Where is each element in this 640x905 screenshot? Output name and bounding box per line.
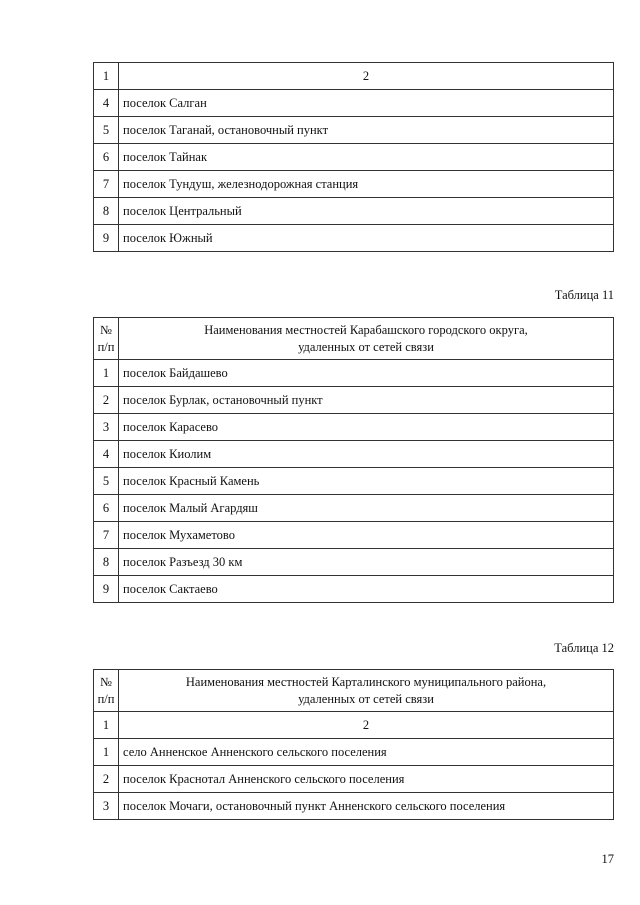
locality-name: поселок Мочаги, остановочный пункт Анненского сельского поселения [119,793,614,820]
row-number: 9 [94,225,119,252]
locality-name: поселок Таганай, остановочный пункт [119,117,614,144]
locality-name: поселок Разъезд 30 км [119,549,614,576]
table-row [94,495,614,522]
table-row [94,468,614,495]
header-number-cell [94,670,119,712]
locality-name: поселок Тайнак [119,144,614,171]
table-row [94,522,614,549]
row-number: 8 [94,198,119,225]
locality-name: поселок Карасево [119,414,614,441]
locality-name: поселок Центральный [119,198,614,225]
locality-name: поселок Бурлак, остановочный пункт [119,387,614,414]
row-number: 3 [94,414,119,441]
table-row [94,117,614,144]
column-number-cell: 1 [94,712,119,739]
header-name-line2: удаленных от сетей связи [298,339,434,354]
row-number: 1 [94,360,119,387]
table-column-number-row [94,63,614,90]
column-number-cell: 2 [119,63,614,90]
table-row [94,387,614,414]
row-number: 4 [94,441,119,468]
table-row [94,171,614,198]
header-name-line2: удаленных от сетей связи [298,691,434,706]
row-number: 7 [94,171,119,198]
row-number: 6 [94,495,119,522]
table-row [94,144,614,171]
header-number-abbr: п/п [97,691,115,706]
table-row [94,90,614,117]
table-12 [93,669,614,820]
table-row [94,766,614,793]
row-number: 5 [94,468,119,495]
row-number: 6 [94,144,119,171]
table-row [94,576,614,603]
row-number: 8 [94,549,119,576]
column-number-cell: 1 [94,63,119,90]
table-row [94,793,614,820]
table-header-row [94,670,614,712]
table-row [94,198,614,225]
table-row [94,441,614,468]
row-number: 1 [94,739,119,766]
locality-name: поселок Малый Агардяш [119,495,614,522]
row-number: 4 [94,90,119,117]
table-caption: Таблица 11 [554,288,614,302]
locality-name: поселок Мухаметово [119,522,614,549]
header-name-line1: Наименования местностей Карабашского городского округа, [204,322,528,337]
table-column-number-row [94,712,614,739]
table-caption: Таблица 12 [554,641,614,655]
row-number: 9 [94,576,119,603]
header-number-symbol: № [100,674,112,689]
header-number-symbol: № [100,322,112,337]
locality-name: поселок Южный [119,225,614,252]
locality-name: поселок Байдашево [119,360,614,387]
locality-name: село Анненское Анненского сельского поселения [119,739,614,766]
table-row [94,739,614,766]
table-row [94,360,614,387]
header-number-cell [94,318,119,360]
header-name-line1: Наименования местностей Карталинского муниципального района, [185,674,547,689]
row-number: 2 [94,387,119,414]
column-number-cell: 2 [119,712,614,739]
row-number: 3 [94,793,119,820]
table-11 [93,317,614,603]
row-number: 5 [94,117,119,144]
table-row [94,414,614,441]
locality-name: поселок Киолим [119,441,614,468]
header-name-cell [119,318,614,360]
header-number-abbr: п/п [97,339,115,354]
locality-name: поселок Тундуш, железнодорожная станция [119,171,614,198]
locality-name: поселок Красный Камень [119,468,614,495]
table-row [94,225,614,252]
table-header-row [94,318,614,360]
row-number: 2 [94,766,119,793]
locality-name: поселок Салган [119,90,614,117]
table-continuation [93,62,614,252]
page-number: 17 [601,852,614,866]
locality-name: поселок Сактаево [119,576,614,603]
table-row [94,549,614,576]
row-number: 7 [94,522,119,549]
locality-name: поселок Краснотал Анненского сельского поселения [119,766,614,793]
header-name-cell [119,670,614,712]
